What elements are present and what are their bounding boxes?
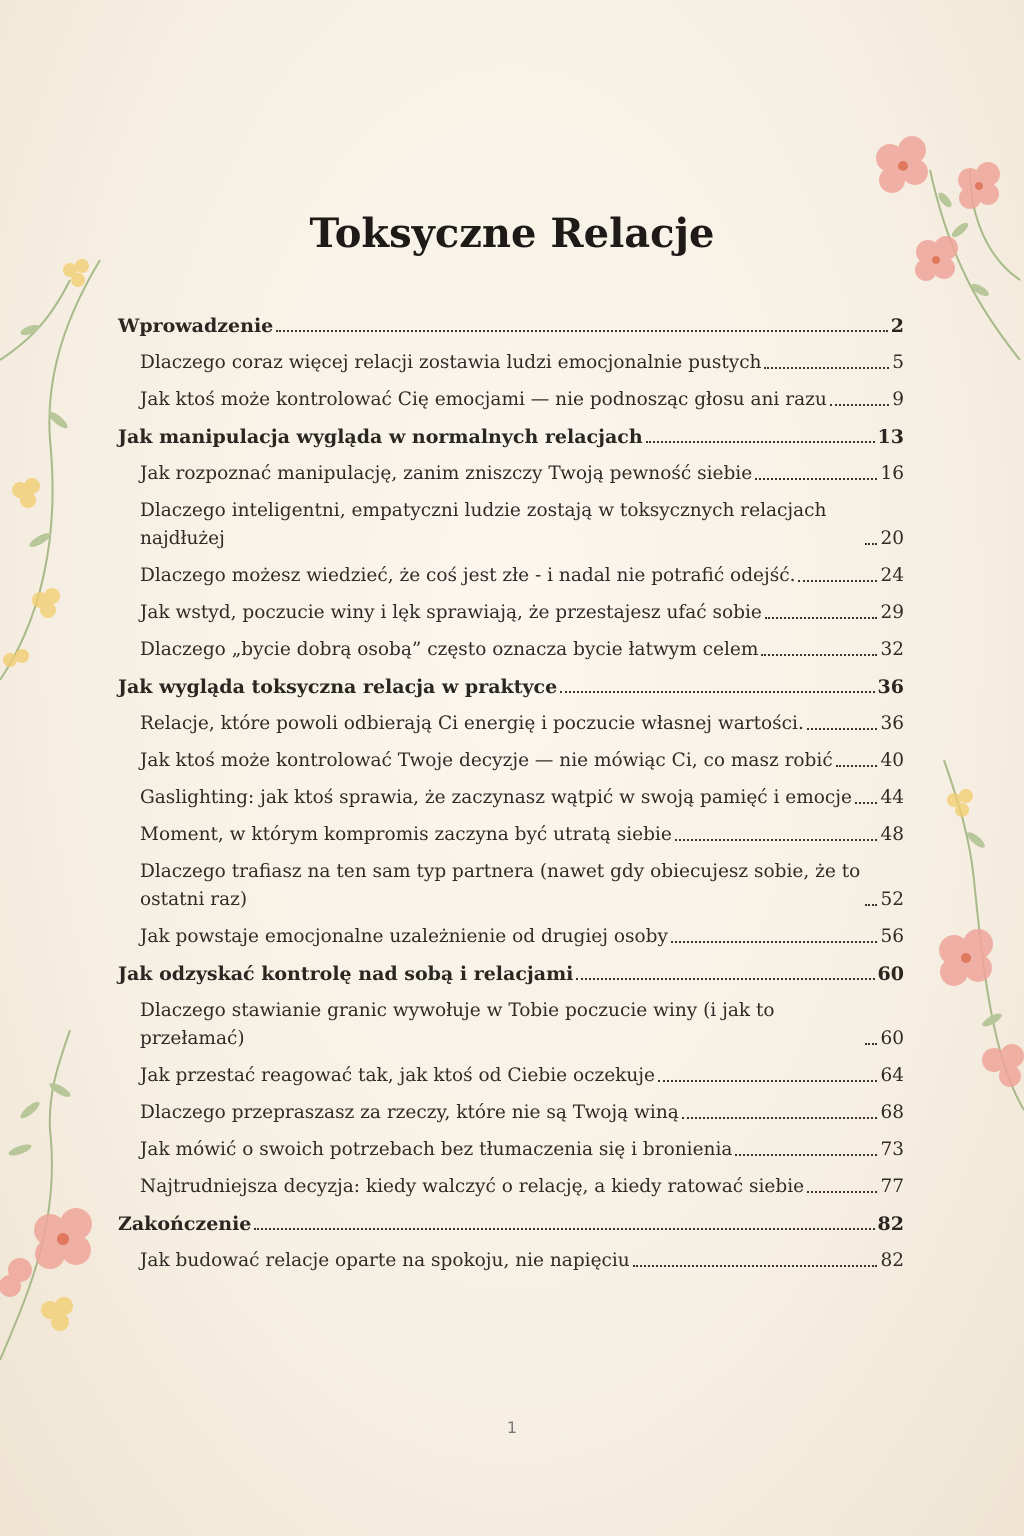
toc-entry-page-number: 52 xyxy=(880,889,904,910)
toc-subchapter-entry[interactable] xyxy=(118,1099,904,1127)
toc-subchapter-entry[interactable] xyxy=(118,386,904,414)
toc-entry-title: Jak mówić o swoich potrzebach bez tłumaczenia się i bronienia xyxy=(140,1139,733,1160)
toc-entry-title: Dlaczego „bycie dobrą osobą” często oznacza bycie łatwym celem xyxy=(140,639,759,660)
toc-entry-title: Moment, w którym kompromis zaczyna być utratą siebie xyxy=(140,824,672,845)
toc-entry-title: Jak budować relacje oparte na spokoju, nie napięciu xyxy=(140,1250,630,1271)
toc-entry-page-number: 40 xyxy=(880,750,904,771)
document-title: Toksyczne Relacje xyxy=(309,210,715,257)
toc-entry-title: Jak ktoś może kontrolować Cię emocjami — nie podnosząc głosu ani razu xyxy=(140,389,827,410)
toc-dot-leader xyxy=(865,904,877,906)
toc-dot-leader xyxy=(807,1191,877,1193)
toc-entry-title: Wprowadzenie xyxy=(118,315,274,337)
toc-subchapter-entry[interactable] xyxy=(118,747,904,775)
toc-entry-page-number: 60 xyxy=(877,963,904,985)
toc-entry-page-number: 16 xyxy=(880,463,904,484)
toc-entry-title: Jak odzyskać kontrolę nad sobą i relacjami xyxy=(118,963,574,985)
toc-entry-page-number: 82 xyxy=(880,1250,904,1271)
toc-entry-title: Najtrudniejsza decyzja: kiedy walczyć o relację, a kiedy ratować siebie xyxy=(140,1176,805,1197)
toc-subchapter-entry[interactable] xyxy=(118,997,904,1053)
toc-subchapter-entry[interactable] xyxy=(118,460,904,488)
toc-dot-leader xyxy=(836,765,878,767)
toc-entry-title: Dlaczego stawianie granic wywołuje w Tobie poczucie winy (i jak to przełamać) xyxy=(140,1000,775,1049)
toc-entry-title: Dlaczego trafiasz na ten sam typ partnera (nawet gdy obiecujesz sobie, że to ostatni raz) xyxy=(140,861,861,910)
toc-entry-page-number: 36 xyxy=(880,713,904,734)
toc-subchapter-entry[interactable] xyxy=(118,784,904,812)
toc-entry-page-number: 56 xyxy=(880,926,904,947)
toc-entry-page-number: 2 xyxy=(890,315,904,337)
toc-entry-title: Jak rozpoznać manipulację, zanim zniszczy Twoją pewność siebie xyxy=(140,463,753,484)
toc-entry-page-number: 44 xyxy=(880,787,904,808)
toc-dot-leader xyxy=(765,617,878,619)
toc-chapter-entry[interactable] xyxy=(118,673,904,701)
toc-chapter-entry[interactable] xyxy=(118,960,904,988)
toc-subchapter-entry[interactable] xyxy=(118,858,904,914)
toc-subchapter-entry[interactable] xyxy=(118,636,904,664)
toc-entry-title: Zakończenie xyxy=(118,1213,252,1235)
toc-dot-leader xyxy=(830,404,889,406)
toc-entry-title: Jak ktoś może kontrolować Twoje decyzje — nie mówiąc Ci, co masz robić xyxy=(140,750,833,771)
toc-dot-leader xyxy=(798,580,877,582)
toc-dot-leader xyxy=(807,728,878,730)
page-number: 1 xyxy=(506,1418,518,1437)
toc-dot-leader xyxy=(254,1228,874,1230)
toc-subchapter-entry[interactable] xyxy=(118,710,904,738)
table-of-contents xyxy=(118,310,904,1284)
floral-decoration-left-upper xyxy=(0,240,110,700)
toc-entry-page-number: 68 xyxy=(880,1102,904,1123)
toc-subchapter-entry[interactable] xyxy=(118,562,904,590)
toc-entry-page-number: 20 xyxy=(880,528,904,549)
toc-dot-leader xyxy=(633,1265,878,1267)
toc-chapter-entry[interactable] xyxy=(118,1210,904,1238)
toc-subchapter-entry[interactable] xyxy=(118,821,904,849)
toc-subchapter-entry[interactable] xyxy=(118,1136,904,1164)
toc-entry-page-number: 48 xyxy=(880,824,904,845)
toc-chapter-entry[interactable] xyxy=(118,312,904,340)
toc-dot-leader xyxy=(865,1043,877,1045)
floral-decoration-right-lower xyxy=(914,760,1024,1120)
toc-dot-leader xyxy=(764,367,889,369)
toc-entry-title: Relacje, które powoli odbierają Ci energię i poczucie własnej wartości. xyxy=(140,713,804,734)
toc-subchapter-entry[interactable] xyxy=(118,349,904,377)
toc-dot-leader xyxy=(671,941,878,943)
toc-subchapter-entry[interactable] xyxy=(118,1062,904,1090)
toc-dot-leader xyxy=(675,839,878,841)
toc-dot-leader xyxy=(658,1080,878,1082)
toc-entry-page-number: 32 xyxy=(880,639,904,660)
toc-dot-leader xyxy=(855,802,877,804)
toc-entry-page-number: 36 xyxy=(877,676,904,698)
toc-entry-page-number: 5 xyxy=(892,352,904,373)
toc-subchapter-entry[interactable] xyxy=(118,599,904,627)
toc-dot-leader xyxy=(276,330,888,332)
toc-entry-page-number: 29 xyxy=(880,602,904,623)
toc-entry-title: Dlaczego inteligentni, empatyczni ludzie zostają w toksycznych relacjach najdłużej xyxy=(140,500,827,549)
toc-chapter-entry[interactable] xyxy=(118,423,904,451)
toc-entry-title: Jak przestać reagować tak, jak ktoś od Ciebie oczekuje xyxy=(140,1065,655,1086)
toc-entry-page-number: 9 xyxy=(892,389,904,410)
toc-dot-leader xyxy=(560,691,874,693)
toc-entry-title: Jak wygląda toksyczna relacja w praktyce xyxy=(118,676,558,698)
toc-entry-title: Gaslighting: jak ktoś sprawia, że zaczynasz wątpić w swoją pamięć i emocje xyxy=(140,787,852,808)
toc-subchapter-entry[interactable] xyxy=(118,1173,904,1201)
toc-entry-page-number: 73 xyxy=(880,1139,904,1160)
toc-entry-title: Jak wstyd, poczucie winy i lęk sprawiają, że przestajesz ufać sobie xyxy=(140,602,762,623)
toc-entry-title: Dlaczego coraz więcej relacji zostawia ludzi emocjonalnie pustych xyxy=(140,352,762,373)
toc-subchapter-entry[interactable] xyxy=(118,497,904,553)
toc-subchapter-entry[interactable] xyxy=(118,1247,904,1275)
toc-entry-title: Dlaczego przepraszasz za rzeczy, które nie są Twoją winą xyxy=(140,1102,679,1123)
floral-decoration-bottom-left xyxy=(0,1030,120,1370)
toc-entry-title: Jak manipulacja wygląda w normalnych relacjach xyxy=(118,426,643,448)
toc-dot-leader xyxy=(682,1117,878,1119)
toc-dot-leader xyxy=(761,654,877,656)
toc-entry-page-number: 77 xyxy=(880,1176,904,1197)
toc-dot-leader xyxy=(865,543,877,545)
toc-subchapter-entry[interactable] xyxy=(118,923,904,951)
toc-entry-page-number: 13 xyxy=(877,426,904,448)
toc-entry-page-number: 60 xyxy=(880,1028,904,1049)
toc-dot-leader xyxy=(576,978,874,980)
toc-entry-title: Jak powstaje emocjonalne uzależnienie od drugiej osoby xyxy=(140,926,668,947)
toc-entry-page-number: 82 xyxy=(877,1213,904,1235)
toc-dot-leader xyxy=(646,441,875,443)
toc-entry-page-number: 24 xyxy=(880,565,904,586)
toc-entry-title: Dlaczego możesz wiedzieć, że coś jest złe - i nadal nie potrafić odejść. xyxy=(140,565,796,586)
toc-dot-leader xyxy=(735,1154,877,1156)
toc-dot-leader xyxy=(755,478,877,480)
toc-entry-page-number: 64 xyxy=(880,1065,904,1086)
